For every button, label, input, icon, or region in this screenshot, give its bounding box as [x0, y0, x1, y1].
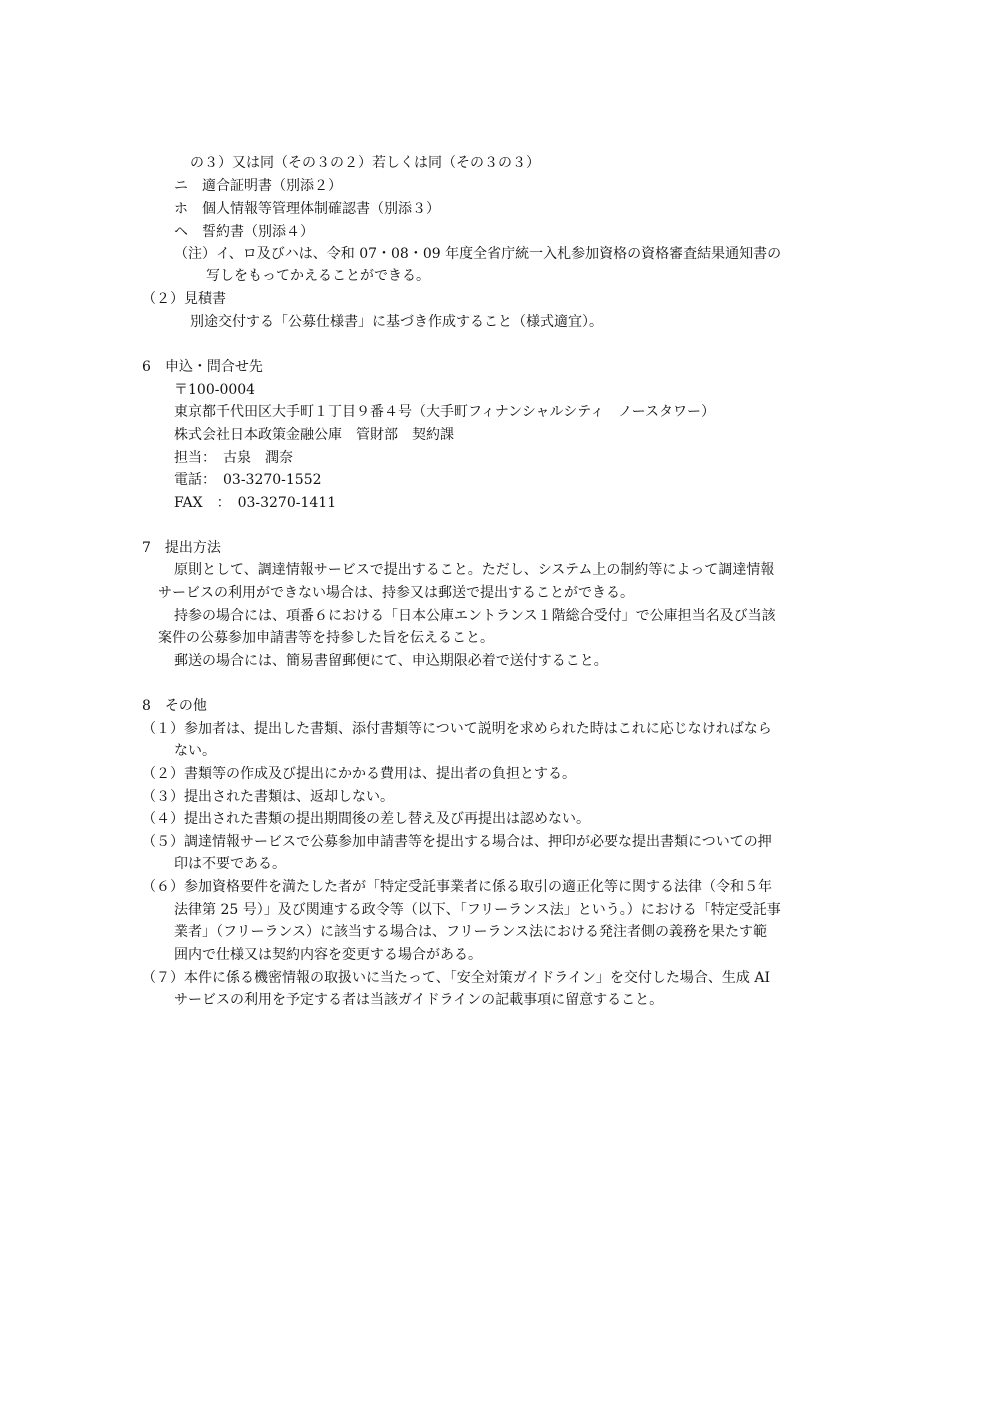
list-item: （１）参加者は、提出した書類、添付書類等について説明を求められた時はこれに応じなければなら	[142, 721, 772, 737]
list-item: （７）本件に係る機密情報の取扱いに当たって、「安全対策ガイドライン」を交付した場合、生成 AI	[142, 970, 770, 986]
list-item-continuation: 印は不要である。	[174, 856, 286, 872]
list-item: （３）提出された書類は、返却しない。	[142, 789, 394, 805]
list-item: （４）提出された書類の提出期間後の差し替え及び再提出は認めない。	[142, 811, 590, 827]
note-line: 写しをもってかえることができる。	[206, 268, 430, 284]
text-line: サービスの利用ができない場合は、持参又は郵送で提出することができる。	[158, 585, 634, 601]
list-item-continuation: サービスの利用を予定する者は当該ガイドラインの記載事項に留意すること。	[174, 992, 664, 1008]
list-item: （５）調達情報サービスで公募参加申請書等を提出する場合は、押印が必要な提出書類についての押	[142, 834, 772, 850]
phone: 電話： 03-3270-1552	[174, 472, 322, 488]
contact-person: 担当： 古泉 潤奈	[174, 450, 293, 466]
fax: FAX ： 03-3270-1411	[174, 495, 337, 511]
postal-code: 〒100-0004	[174, 382, 256, 398]
list-item: （６）参加資格要件を満たした者が「特定受託事業者に係る取引の適正化等に関する法律（令和５年	[142, 879, 772, 895]
section-heading: 8 その他	[142, 698, 207, 714]
list-item: （２）書類等の作成及び提出にかかる費用は、提出者の負担とする。	[142, 766, 576, 782]
section-heading: 7 提出方法	[142, 540, 221, 556]
text-line: ニ 適合証明書（別添２）	[174, 178, 342, 194]
text-line: 別途交付する「公募仕様書」に基づき作成すること（様式適宜）。	[190, 314, 603, 330]
text-line: 案件の公募参加申請書等を持参した旨を伝えること。	[158, 630, 494, 646]
list-item-continuation: 囲内で仕様又は契約内容を変更する場合がある。	[174, 947, 482, 963]
text-line: 持参の場合には、項番６における「日本公庫エントランス１階総合受付」で公庫担当名及び当該	[174, 608, 776, 624]
address: 東京都千代田区大手町１丁目９番４号（大手町フィナンシャルシティ ノースタワー）	[174, 404, 715, 420]
text-line: 郵送の場合には、簡易書留郵便にて、申込期限必着で送付すること。	[174, 653, 608, 669]
section-heading: 6 申込・問合せ先	[142, 359, 263, 375]
text-line: の３）又は同（その３の２）若しくは同（その３の３）	[190, 155, 540, 171]
note-line: （注）イ、ロ及びハは、令和 07・08・09 年度全省庁統一入札参加資格の資格審査結果通知書の	[174, 246, 782, 262]
text-line: 原則として、調達情報サービスで提出すること。ただし、システム上の制約等によって調達情報	[174, 562, 775, 578]
list-item-continuation: 法律第 25 号）」及び関連する政令等（以下、「フリーランス法」という。）における「特定受託事	[174, 902, 781, 918]
text-line: ホ 個人情報等管理体制確認書（別添３）	[174, 201, 440, 217]
text-line: ヘ 誓約書（別添４）	[174, 224, 314, 240]
list-item-continuation: 業者」（フリーランス）に該当する場合は、フリーランス法における発注者側の義務を果たす範	[174, 924, 768, 940]
organization: 株式会社日本政策金融公庫 管財部 契約課	[174, 427, 454, 443]
subheading: （２）見積書	[142, 291, 226, 307]
list-item-continuation: ない。	[174, 743, 216, 759]
